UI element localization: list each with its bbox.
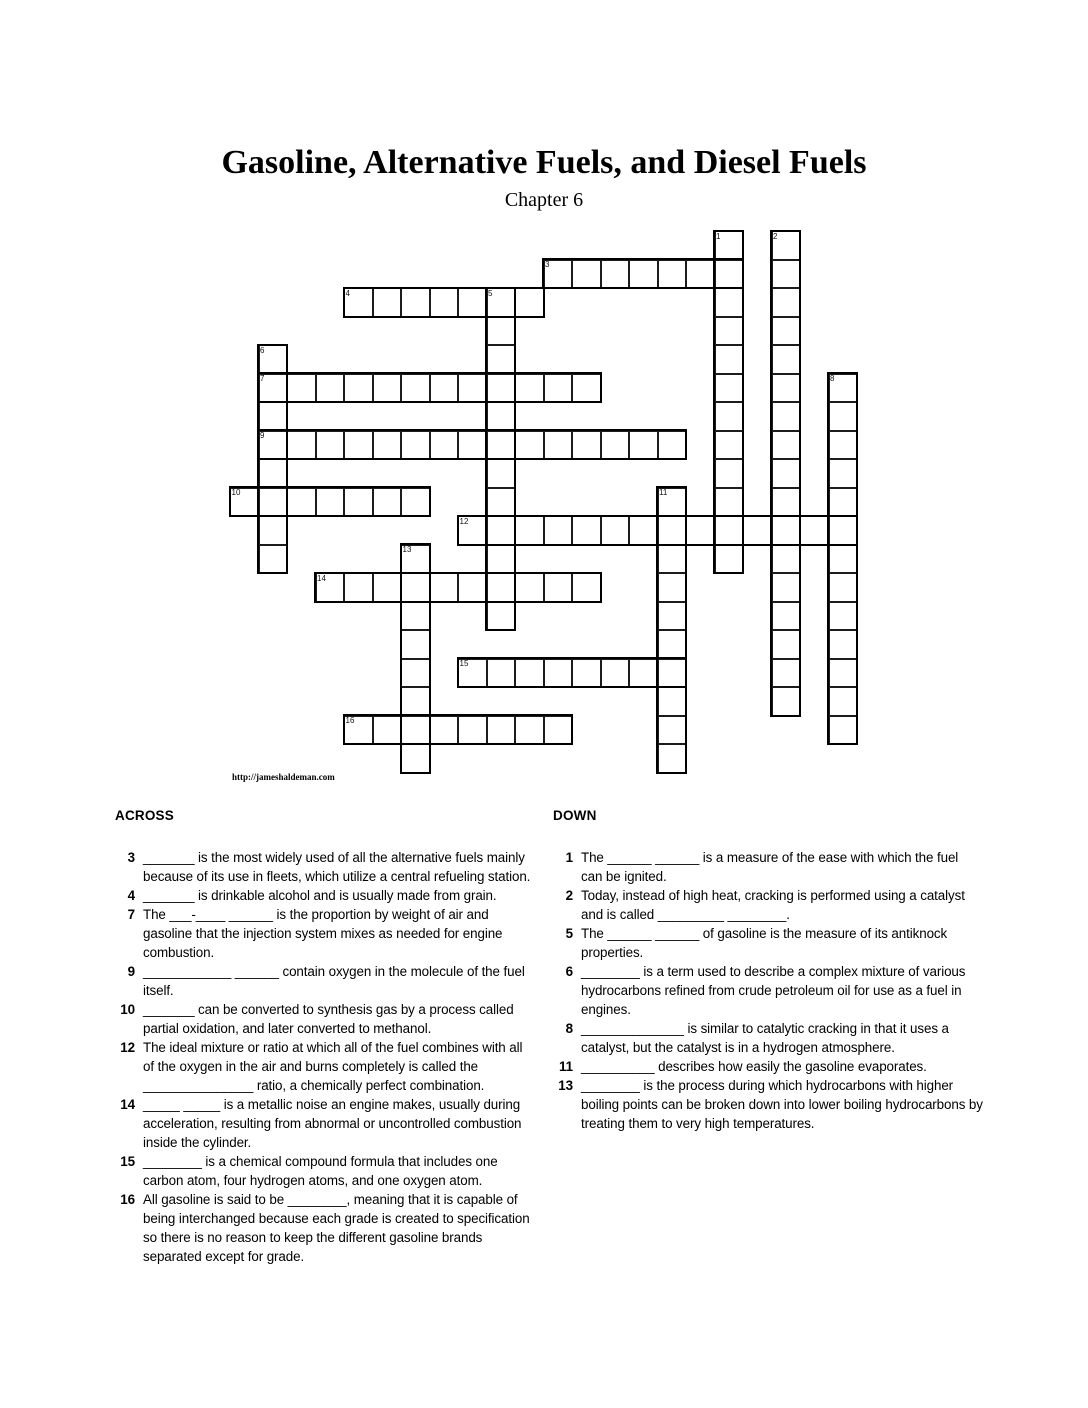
grid-cell-r3c9[interactable] bbox=[487, 317, 516, 346]
grid-cell-r14c21[interactable] bbox=[829, 630, 858, 659]
grid-cell-r5c2[interactable] bbox=[287, 374, 316, 403]
grid-cell-r18c15[interactable] bbox=[658, 744, 687, 773]
grid-cell-r3c17[interactable] bbox=[715, 317, 744, 346]
grid-cell-r16c6[interactable] bbox=[401, 687, 430, 716]
cell-number-1: 1 bbox=[716, 231, 721, 241]
grid-cell-r9c19[interactable] bbox=[772, 488, 801, 517]
grid-cell-r13c21[interactable] bbox=[829, 602, 858, 631]
grid-cell-r7c5[interactable] bbox=[373, 431, 402, 460]
grid-cell-r9c4[interactable] bbox=[344, 488, 373, 517]
grid-cell-r10c9[interactable] bbox=[487, 516, 516, 545]
grid-cell-r5c8[interactable] bbox=[458, 374, 487, 403]
grid-cell-r14c15[interactable] bbox=[658, 630, 687, 659]
cell-number-16: 16 bbox=[345, 716, 355, 725]
grid-cell-r17c5[interactable] bbox=[373, 716, 402, 745]
grid-cell-r7c4[interactable] bbox=[344, 431, 373, 460]
grid-cell-r15c11[interactable] bbox=[544, 659, 573, 688]
cell-number-14: 14 bbox=[317, 573, 326, 583]
across-clue-14 bbox=[115, 1095, 535, 1152]
grid-cell-r1c16[interactable] bbox=[686, 260, 715, 289]
grid-cell-r11c9[interactable] bbox=[487, 545, 516, 574]
grid-cell-r17c21[interactable] bbox=[829, 716, 858, 745]
grid-cell-r7c2[interactable] bbox=[287, 431, 316, 460]
grid-cell-r5c19[interactable] bbox=[772, 374, 801, 403]
grid-cell-r2c6[interactable] bbox=[401, 288, 430, 317]
clue-number: 15 bbox=[120, 1154, 135, 1169]
clue-text: The ______ ______ of gasoline is the measure of its antiknock properties. bbox=[581, 926, 948, 960]
grid-cell-r16c21[interactable] bbox=[829, 687, 858, 716]
source-url: http://jameshaldeman.com bbox=[232, 772, 335, 782]
grid-cell-r15c14[interactable] bbox=[629, 659, 658, 688]
grid-cell-r8c9[interactable] bbox=[487, 459, 516, 488]
grid-cell-r11c21[interactable] bbox=[829, 545, 858, 574]
grid-cell-r9c17[interactable] bbox=[715, 488, 744, 517]
clue-number: 7 bbox=[127, 907, 135, 922]
clue-text: _______ can be converted to synthesis gas by a process called partial oxidation, and later converted to methanol. bbox=[143, 1002, 514, 1036]
grid-cell-r9c21[interactable] bbox=[829, 488, 858, 517]
grid-cell-r7c3[interactable] bbox=[316, 431, 345, 460]
grid-cell-r6c21[interactable] bbox=[829, 402, 858, 431]
grid-cell-r13c6[interactable] bbox=[401, 602, 430, 631]
grid-cell-r5c6[interactable] bbox=[401, 374, 430, 403]
grid-cell-r7c13[interactable] bbox=[601, 431, 630, 460]
grid-cell-r1c17[interactable] bbox=[715, 260, 744, 289]
grid-cell-r12c11[interactable] bbox=[544, 573, 573, 602]
grid-cell-r12c6[interactable] bbox=[401, 573, 430, 602]
clue-text: The ideal mixture or ratio at which all of the fuel combines with all of the oxygen in the air and burns completely is called the _______________ ratio, a chemically perfect combination. bbox=[143, 1040, 523, 1093]
grid-cell-r1c14[interactable] bbox=[629, 260, 658, 289]
clue-text: ________ is a term used to describe a complex mixture of various hydrocarbons refined from crude petroleum oil for use as a fuel in engines. bbox=[581, 964, 966, 1017]
grid-cell-r12c21[interactable] bbox=[829, 573, 858, 602]
grid-cell-r7c15[interactable] bbox=[658, 431, 687, 460]
grid-cell-r5c7[interactable] bbox=[430, 374, 459, 403]
clue-number: 3 bbox=[127, 850, 135, 865]
clue-text: All gasoline is said to be ________, meaning that it is capable of being interchanged because each grade is created to specification so there is no reason to keep the different gasoline brands separated except for grade. bbox=[143, 1192, 530, 1264]
cell-number-2: 2 bbox=[773, 231, 778, 241]
grid-cell-r5c12[interactable] bbox=[572, 374, 601, 403]
grid-cell-r5c11[interactable] bbox=[544, 374, 573, 403]
cell-number-6: 6 bbox=[260, 345, 265, 355]
clue-text: ________ is the process during which hydrocarbons with higher boiling points can be broken down into lower boiling hydrocarbons by treating them to very high temperatures. bbox=[581, 1078, 983, 1131]
clue-number: 13 bbox=[558, 1078, 573, 1093]
grid-cell-r13c19[interactable] bbox=[772, 602, 801, 631]
cell-number-7: 7 bbox=[260, 374, 265, 383]
down-clue-8 bbox=[553, 1019, 983, 1057]
clue-number: 12 bbox=[120, 1040, 135, 1055]
grid-cell-r7c12[interactable] bbox=[572, 431, 601, 460]
page-title: Gasoline, Alternative Fuels, and Diesel Fuels bbox=[221, 144, 867, 181]
across-clue-7 bbox=[115, 905, 535, 962]
grid-cell-r8c1[interactable] bbox=[259, 459, 288, 488]
grid-cell-r7c11[interactable] bbox=[544, 431, 573, 460]
across-clues-section bbox=[115, 806, 535, 1266]
grid-cell-r2c19[interactable] bbox=[772, 288, 801, 317]
grid-cell-r17c15[interactable] bbox=[658, 716, 687, 745]
grid-cell-r12c15[interactable] bbox=[658, 573, 687, 602]
clue-text: ____________ ______ contain oxygen in the molecule of the fuel itself. bbox=[143, 964, 525, 998]
clue-number: 5 bbox=[565, 926, 573, 941]
grid-cell-r15c21[interactable] bbox=[829, 659, 858, 688]
down-clue-1 bbox=[553, 848, 983, 886]
down-clue-11 bbox=[553, 1057, 983, 1076]
grid-cell-r3c19[interactable] bbox=[772, 317, 801, 346]
grid-cell-r10c15[interactable] bbox=[658, 516, 687, 545]
grid-cell-r10c18[interactable] bbox=[743, 516, 772, 545]
cell-number-10: 10 bbox=[231, 488, 241, 497]
grid-cell-r8c17[interactable] bbox=[715, 459, 744, 488]
grid-cell-r15c9[interactable] bbox=[487, 659, 516, 688]
grid-cell-r9c1[interactable] bbox=[259, 488, 288, 517]
grid-cell-r10c16[interactable] bbox=[686, 516, 715, 545]
grid-cell-r6c9[interactable] bbox=[487, 402, 516, 431]
grid-cell-r17c8[interactable] bbox=[458, 716, 487, 745]
grid-cell-r12c8[interactable] bbox=[458, 573, 487, 602]
cell-number-9: 9 bbox=[260, 431, 265, 440]
grid-cell-r7c17[interactable] bbox=[715, 431, 744, 460]
grid-cell-r17c10[interactable] bbox=[515, 716, 544, 745]
grid-cell-r11c15[interactable] bbox=[658, 545, 687, 574]
cell-number-15: 15 bbox=[459, 659, 469, 668]
grid-cell-r2c17[interactable] bbox=[715, 288, 744, 317]
grid-cell-r10c17[interactable] bbox=[715, 516, 744, 545]
clue-text: Today, instead of high heat, cracking is performed using a catalyst and is called _________ ________. bbox=[581, 888, 965, 922]
grid-cell-r10c20[interactable] bbox=[800, 516, 829, 545]
grid-cell-r15c15[interactable] bbox=[658, 659, 687, 688]
clue-text: _______ is the most widely used of all the alternative fuels mainly because of its use in fleets, which utilize a central refueling station. bbox=[143, 850, 531, 884]
grid-cell-r15c6[interactable] bbox=[401, 659, 430, 688]
grid-cell-r10c12[interactable] bbox=[572, 516, 601, 545]
grid-cell-r10c1[interactable] bbox=[259, 516, 288, 545]
across-clue-12 bbox=[115, 1038, 535, 1095]
grid-cell-r2c5[interactable] bbox=[373, 288, 402, 317]
grid-cell-r2c10[interactable] bbox=[515, 288, 544, 317]
down-clue-6 bbox=[553, 962, 983, 1019]
grid-cell-r9c5[interactable] bbox=[373, 488, 402, 517]
grid-cell-r2c7[interactable] bbox=[430, 288, 459, 317]
grid-cell-r1c15[interactable] bbox=[658, 260, 687, 289]
across-clue-4 bbox=[115, 886, 535, 905]
grid-cell-r14c19[interactable] bbox=[772, 630, 801, 659]
clue-number: 14 bbox=[120, 1097, 135, 1112]
clue-number: 1 bbox=[565, 850, 573, 865]
grid-cell-r11c17[interactable] bbox=[715, 545, 744, 574]
grid-cell-r10c13[interactable] bbox=[601, 516, 630, 545]
grid-cell-r5c4[interactable] bbox=[344, 374, 373, 403]
grid-cell-r7c6[interactable] bbox=[401, 431, 430, 460]
grid-cell-r14c6[interactable] bbox=[401, 630, 430, 659]
clue-text: _______ is drinkable alcohol and is usually made from grain. bbox=[143, 888, 497, 903]
clue-number: 4 bbox=[127, 888, 135, 903]
grid-cell-r12c7[interactable] bbox=[430, 573, 459, 602]
grid-cell-r5c10[interactable] bbox=[515, 374, 544, 403]
grid-cell-r12c9[interactable] bbox=[487, 573, 516, 602]
grid-cell-r11c1[interactable] bbox=[259, 545, 288, 574]
clue-text: __________ describes how easily the gasoline evaporates. bbox=[581, 1059, 927, 1074]
grid-cell-r5c9[interactable] bbox=[487, 374, 516, 403]
grid-cell-r18c6[interactable] bbox=[401, 744, 430, 773]
grid-cell-r10c21[interactable] bbox=[829, 516, 858, 545]
grid-cell-r1c12[interactable] bbox=[572, 260, 601, 289]
cell-number-13: 13 bbox=[402, 545, 412, 554]
down-header: DOWN bbox=[553, 808, 597, 823]
clue-text: _____ _____ is a metallic noise an engine makes, usually during acceleration, resulting from abnormal or uncontrolled combustion inside the cylinder. bbox=[143, 1097, 522, 1150]
grid-cell-r7c7[interactable] bbox=[430, 431, 459, 460]
grid-cell-r5c5[interactable] bbox=[373, 374, 402, 403]
cell-number-3: 3 bbox=[545, 260, 550, 269]
grid-cell-r17c9[interactable] bbox=[487, 716, 516, 745]
grid-cell-r15c13[interactable] bbox=[601, 659, 630, 688]
grid-cell-r7c9[interactable] bbox=[487, 431, 516, 460]
across-clue-15 bbox=[115, 1152, 535, 1190]
grid-cell-r5c3[interactable] bbox=[316, 374, 345, 403]
grid-cell-r7c19[interactable] bbox=[772, 431, 801, 460]
across-header: ACROSS bbox=[115, 808, 174, 823]
grid-cell-r15c12[interactable] bbox=[572, 659, 601, 688]
grid-cell-r4c9[interactable] bbox=[487, 345, 516, 374]
grid-cell-r12c5[interactable] bbox=[373, 573, 402, 602]
across-clue-9 bbox=[115, 962, 535, 1000]
cell-number-4: 4 bbox=[345, 288, 350, 298]
clue-number: 10 bbox=[120, 1002, 135, 1017]
page-subtitle: Chapter 6 bbox=[504, 189, 584, 211]
grid-cell-r9c9[interactable] bbox=[487, 488, 516, 517]
across-clue-10 bbox=[115, 1000, 535, 1038]
across-clue-3 bbox=[115, 848, 535, 886]
grid-cell-r13c9[interactable] bbox=[487, 602, 516, 631]
grid-cell-r5c17[interactable] bbox=[715, 374, 744, 403]
across-clue-list bbox=[115, 848, 535, 1266]
down-clue-2 bbox=[553, 886, 983, 924]
grid-cell-r12c19[interactable] bbox=[772, 573, 801, 602]
clue-text: ______________ is similar to catalytic cracking in that it uses a catalyst, but the catalyst is in a hydrogen atmosphere. bbox=[581, 1021, 949, 1055]
grid-cell-r9c6[interactable] bbox=[401, 488, 430, 517]
clue-number: 2 bbox=[565, 888, 573, 903]
down-clue-13 bbox=[553, 1076, 983, 1133]
grid-cell-r16c19[interactable] bbox=[772, 687, 801, 716]
grid-cell-r7c8[interactable] bbox=[458, 431, 487, 460]
cell-number-12: 12 bbox=[459, 516, 469, 526]
across-clue-16 bbox=[115, 1190, 535, 1266]
cell-number-5: 5 bbox=[488, 288, 493, 298]
cell-number-8: 8 bbox=[830, 374, 835, 383]
grid-cell-r7c10[interactable] bbox=[515, 431, 544, 460]
grid-cell-r16c15[interactable] bbox=[658, 687, 687, 716]
grid-cell-r12c12[interactable] bbox=[572, 573, 601, 602]
clue-number: 16 bbox=[120, 1192, 135, 1207]
clue-number: 8 bbox=[565, 1021, 573, 1036]
grid-cell-r7c14[interactable] bbox=[629, 431, 658, 460]
down-clue-5 bbox=[553, 924, 983, 962]
clue-text: The ___-____ ______ is the proportion by weight of air and gasoline that the injection system mixes as needed for engine combustion. bbox=[143, 907, 503, 960]
grid-cell-r17c6[interactable] bbox=[401, 716, 430, 745]
clue-text: The ______ ______ is a measure of the ease with which the fuel can be ignited. bbox=[581, 850, 959, 884]
grid-cell-r8c19[interactable] bbox=[772, 459, 801, 488]
grid-cell-r1c19[interactable] bbox=[772, 260, 801, 289]
grid-cell-r13c15[interactable] bbox=[658, 602, 687, 631]
down-clue-list bbox=[553, 848, 983, 1133]
grid-cell-r9c3[interactable] bbox=[316, 488, 345, 517]
grid-cell-r17c7[interactable] bbox=[430, 716, 459, 745]
grid-cell-r11c19[interactable] bbox=[772, 545, 801, 574]
clue-number: 9 bbox=[127, 964, 135, 979]
grid-cell-r10c10[interactable] bbox=[515, 516, 544, 545]
grid-cell-r4c17[interactable] bbox=[715, 345, 744, 374]
grid-cell-r1c13[interactable] bbox=[601, 260, 630, 289]
clue-text: ________ is a chemical compound formula that includes one carbon atom, four hydrogen atoms, and one oxygen atom. bbox=[143, 1154, 498, 1188]
grid-cell-r6c17[interactable] bbox=[715, 402, 744, 431]
grid-cell-r10c14[interactable] bbox=[629, 516, 658, 545]
cell-number-11: 11 bbox=[659, 488, 668, 497]
grid-cell-r4c19[interactable] bbox=[772, 345, 801, 374]
grid-cell-r12c10[interactable] bbox=[515, 573, 544, 602]
grid-cell-r15c19[interactable] bbox=[772, 659, 801, 688]
grid-cell-r10c19[interactable] bbox=[772, 516, 801, 545]
grid-cell-r2c8[interactable] bbox=[458, 288, 487, 317]
down-clues-section bbox=[553, 806, 983, 1133]
clue-number: 11 bbox=[559, 1059, 573, 1074]
grid-cell-r10c11[interactable] bbox=[544, 516, 573, 545]
grid-cell-r8c21[interactable] bbox=[829, 459, 858, 488]
grid-cell-r7c21[interactable] bbox=[829, 431, 858, 460]
grid-cell-r6c19[interactable] bbox=[772, 402, 801, 431]
grid-cell-r6c1[interactable] bbox=[259, 402, 288, 431]
grid-cell-r17c11[interactable] bbox=[544, 716, 573, 745]
grid-cell-r9c2[interactable] bbox=[287, 488, 316, 517]
grid-cell-r12c4[interactable] bbox=[344, 573, 373, 602]
clue-number: 6 bbox=[565, 964, 573, 979]
grid-cell-r15c10[interactable] bbox=[515, 659, 544, 688]
